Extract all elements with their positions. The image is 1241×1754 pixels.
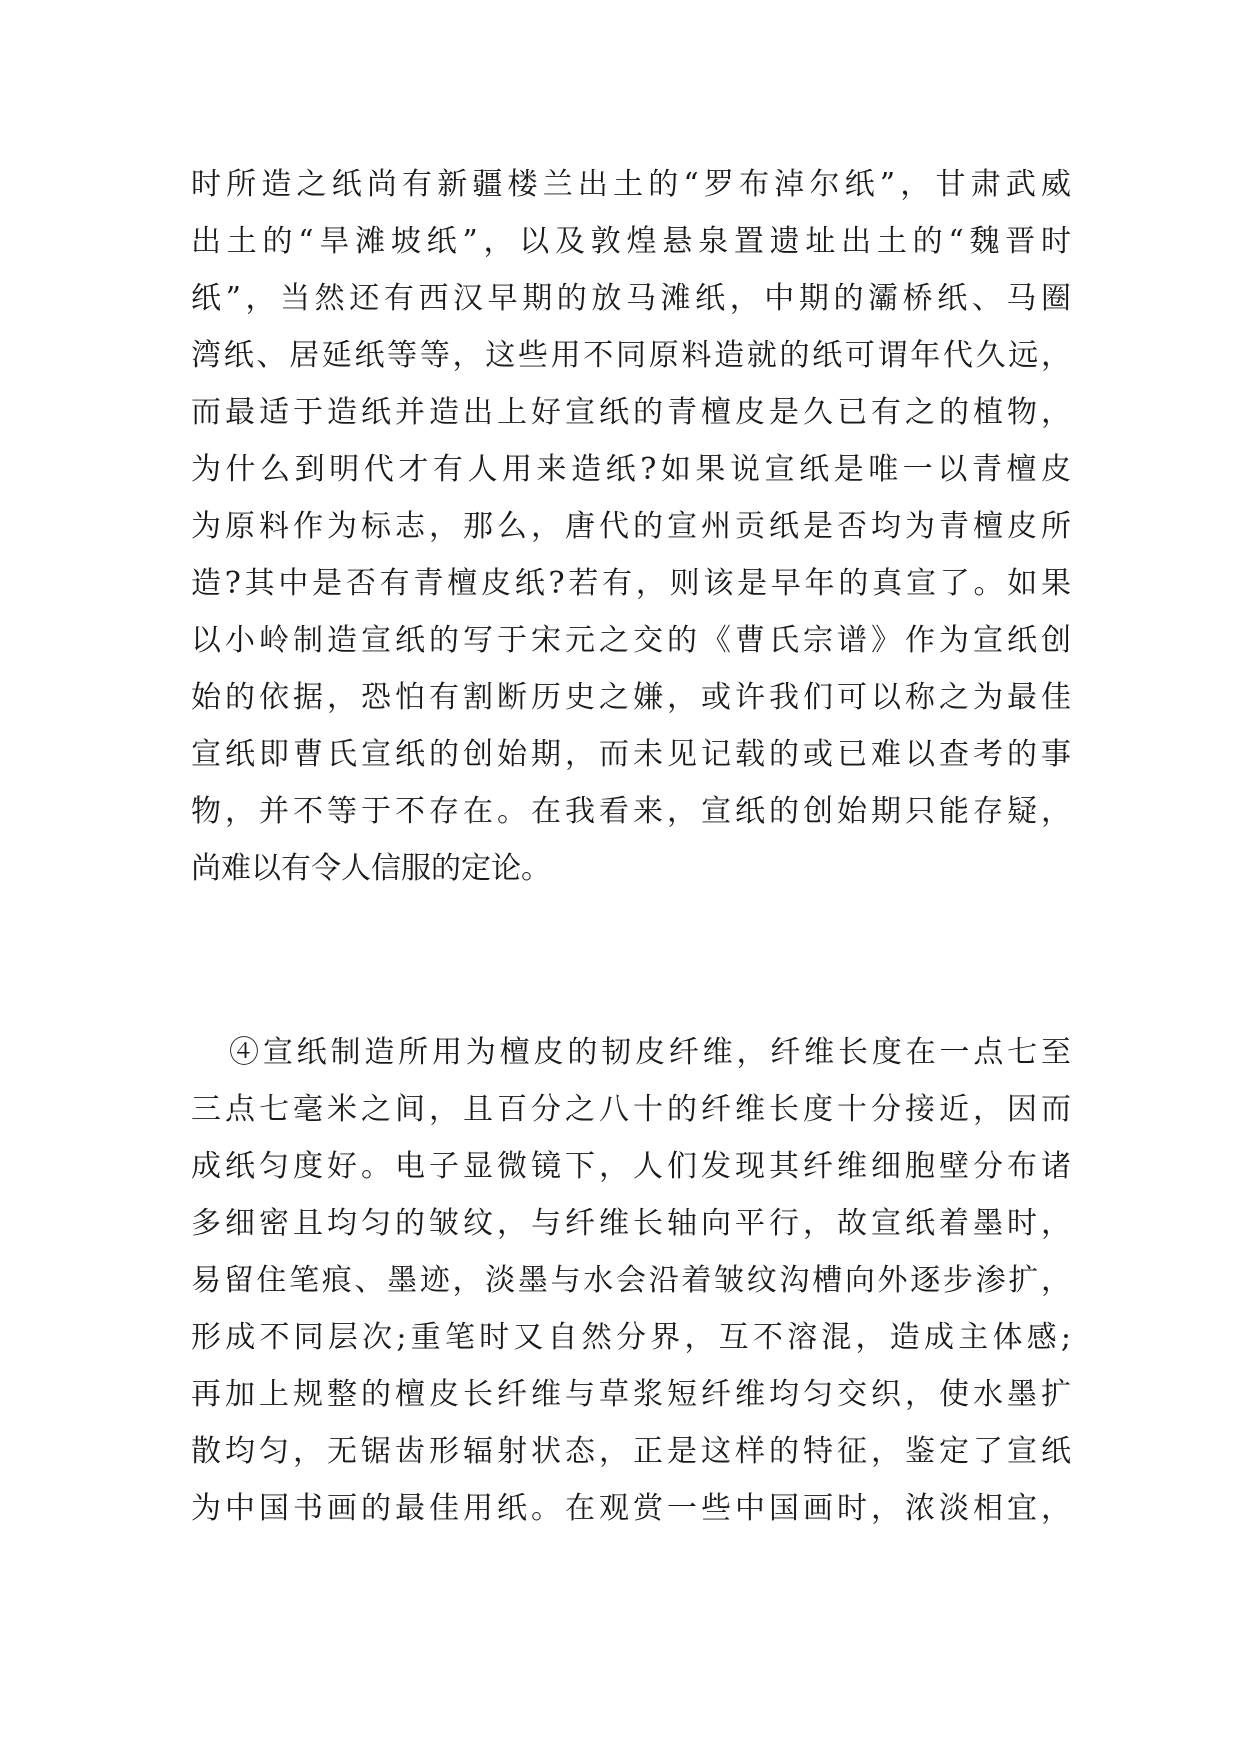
text-line: 宣纸即曹氏宣纸的创始期，而未见记载的或已难以查考的事 [191, 737, 1071, 772]
text-line: 湾纸、居延纸等等，这些用不同原料造就的纸可谓年代久远， [191, 338, 1071, 373]
text-line: 散均匀，无锯齿形辐射状态，正是这样的特征，鉴定了宣纸 [191, 1434, 1071, 1469]
paragraph-xuan-paper-origin [191, 156, 1071, 897]
text-line: 尚难以有令人信服的定论。 [191, 851, 551, 886]
text-line: 多细密且均匀的皱纹，与纤维长轴向平行，故宣纸着墨时， [191, 1206, 1071, 1241]
text-line: 三点七毫米之间，且百分之八十的纤维长度十分接近，因而 [191, 1092, 1071, 1127]
text-line: 时所造之纸尚有新疆楼兰出土的“罗布淖尔纸”，甘肃武威 [191, 167, 1071, 202]
text-line: 易留住笔痕、墨迹，淡墨与水会沿着皱纹沟槽向外逐步渗扩， [191, 1263, 1071, 1298]
text-line: 纸”，当然还有西汉早期的放马滩纸，中期的灞桥纸、马圈 [191, 281, 1071, 316]
text-line: 以小岭制造宣纸的写于宋元之交的《曹氏宗谱》作为宣纸创 [191, 623, 1071, 658]
text-line: 再加上规整的檀皮长纤维与草浆短纤维均匀交织，使水墨扩 [191, 1377, 1071, 1412]
text-line: 而最适于造纸并造出上好宣纸的青檀皮是久已有之的植物， [191, 395, 1071, 430]
text-line: 造?其中是否有青檀皮纸?若有，则该是早年的真宣了。如果 [191, 566, 1071, 601]
text-line: 为中国书画的最佳用纸。在观赏一些中国画时，浓淡相宜， [191, 1491, 1071, 1526]
paragraph-fiber-properties [191, 1024, 1071, 1537]
text-line: ④宣纸制造所用为檀皮的韧皮纤维，纤维长度在一点七至 [229, 1035, 1071, 1070]
text-line: 为原料作为标志，那么，唐代的宣州贡纸是否均为青檀皮所 [191, 509, 1071, 544]
text-line: 形成不同层次;重笔时又自然分界，互不溶混，造成主体感; [191, 1320, 1071, 1355]
text-line: 为什么到明代才有人用来造纸?如果说宣纸是唯一以青檀皮 [191, 452, 1071, 487]
text-line: 成纸匀度好。电子显微镜下，人们发现其纤维细胞壁分布诸 [191, 1149, 1071, 1184]
text-line: 物，并不等于不存在。在我看来，宣纸的创始期只能存疑， [191, 794, 1071, 829]
text-line: 出土的“旱滩坡纸”，以及敦煌悬泉置遗址出土的“魏晋时 [191, 224, 1071, 259]
text-line: 始的依据，恐怕有割断历史之嫌，或许我们可以称之为最佳 [191, 680, 1071, 715]
